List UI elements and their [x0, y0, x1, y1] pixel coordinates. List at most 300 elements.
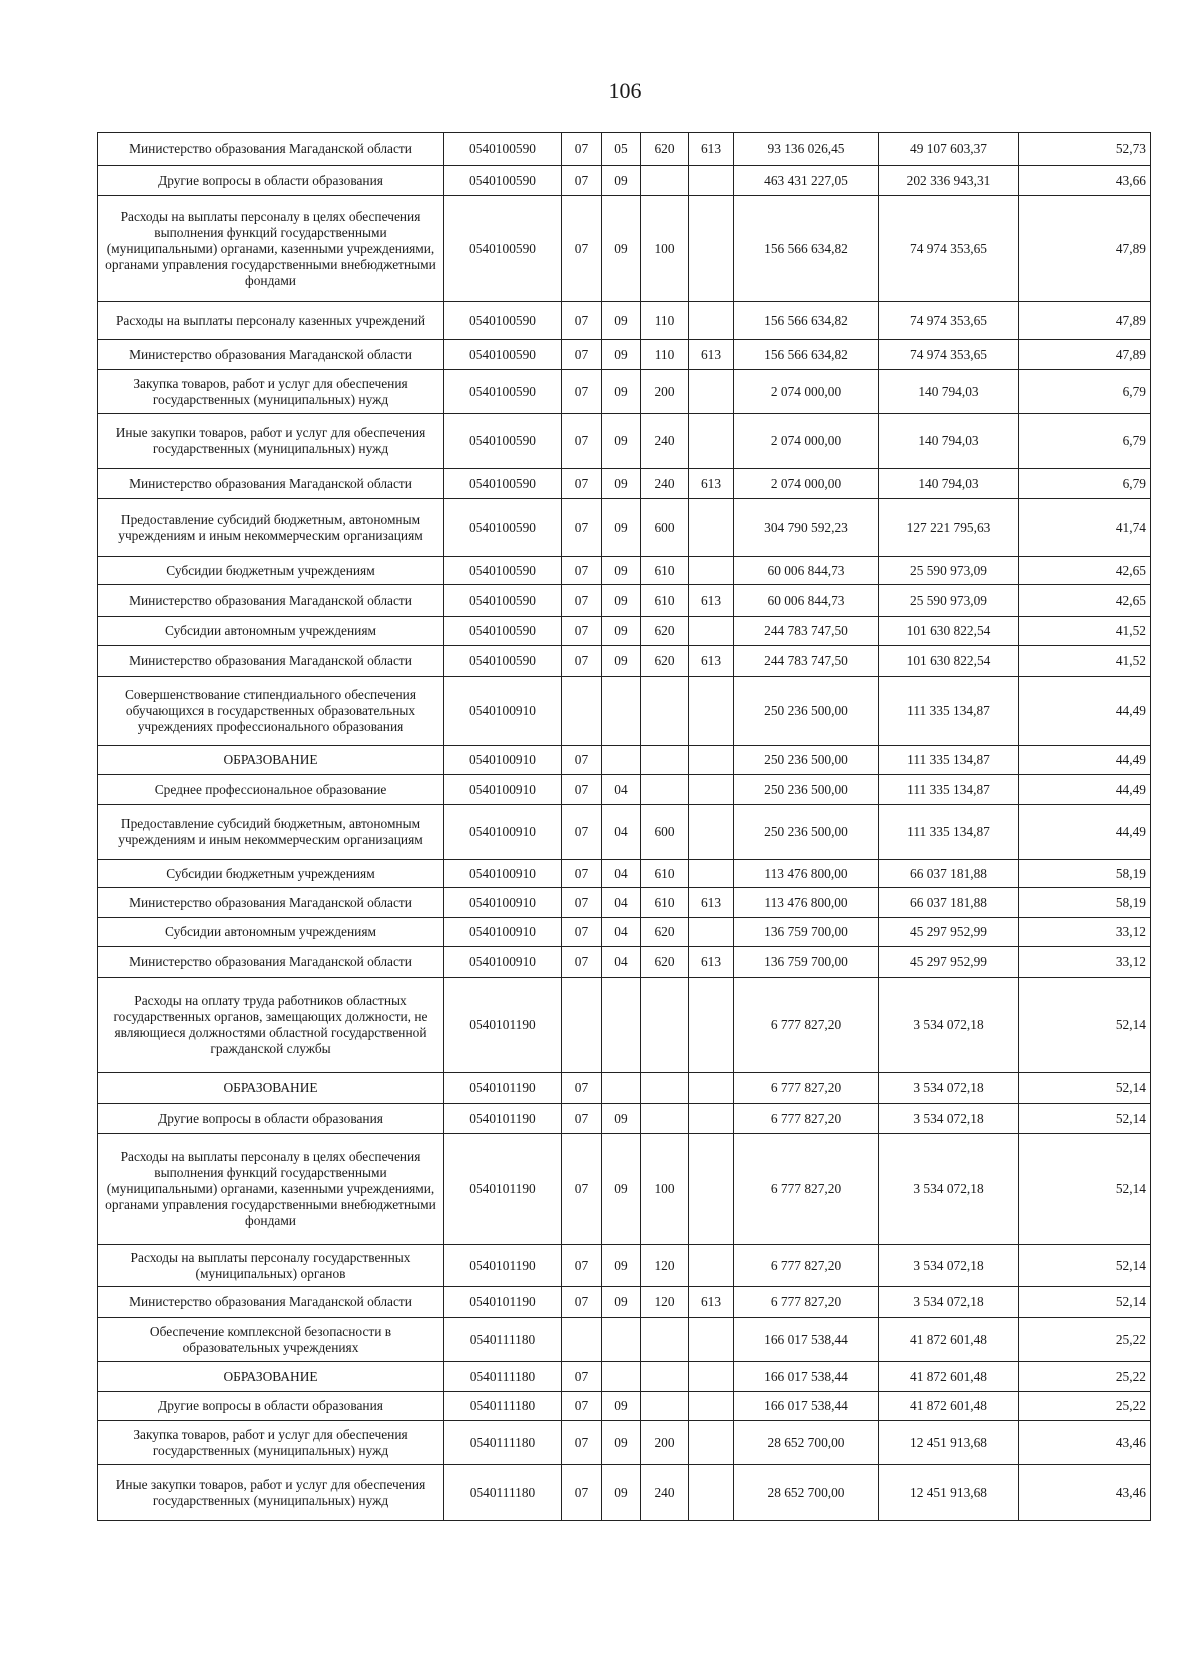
cell-expense-type: 620	[641, 646, 689, 677]
table-row	[98, 196, 1151, 302]
cell-expense-type: 110	[641, 302, 689, 340]
cell-expense-type: 200	[641, 1421, 689, 1465]
cell-code: 0540100910	[444, 805, 562, 860]
cell-percent: 52,14	[1019, 978, 1151, 1073]
cell-code: 0540100910	[444, 775, 562, 805]
cell-percent: 47,89	[1019, 196, 1151, 302]
cell-actual: 25 590 973,09	[879, 557, 1019, 585]
cell-actual: 127 221 795,63	[879, 499, 1019, 557]
cell-section: 07	[562, 414, 602, 469]
cell-section: 07	[562, 860, 602, 888]
cell-percent: 41,74	[1019, 499, 1151, 557]
cell-plan: 6 777 827,20	[734, 1104, 879, 1134]
cell-plan: 60 006 844,73	[734, 585, 879, 617]
table-row	[98, 302, 1151, 340]
cell-plan: 250 236 500,00	[734, 805, 879, 860]
cell-subsection	[602, 746, 641, 775]
cell-name: Расходы на выплаты персоналу государственных (муниципальных) органов	[98, 1245, 444, 1287]
cell-actual: 3 534 072,18	[879, 1134, 1019, 1245]
cell-section: 07	[562, 1287, 602, 1318]
cell-actual: 12 451 913,68	[879, 1465, 1019, 1521]
cell-expense-type: 240	[641, 1465, 689, 1521]
cell-section: 07	[562, 499, 602, 557]
table-row	[98, 947, 1151, 978]
cell-department: 613	[689, 947, 734, 978]
table-row	[98, 1392, 1151, 1421]
cell-plan: 28 652 700,00	[734, 1465, 879, 1521]
cell-name: Субсидии автономным учреждениям	[98, 918, 444, 947]
cell-department	[689, 746, 734, 775]
cell-name: ОБРАЗОВАНИЕ	[98, 746, 444, 775]
cell-department: 613	[689, 585, 734, 617]
cell-actual: 74 974 353,65	[879, 340, 1019, 370]
cell-percent: 44,49	[1019, 746, 1151, 775]
cell-section: 07	[562, 1465, 602, 1521]
cell-department	[689, 1421, 734, 1465]
cell-code: 0540100910	[444, 746, 562, 775]
cell-actual: 111 335 134,87	[879, 746, 1019, 775]
cell-code: 0540100590	[444, 166, 562, 196]
cell-name: ОБРАЗОВАНИЕ	[98, 1073, 444, 1104]
cell-actual: 45 297 952,99	[879, 947, 1019, 978]
cell-subsection: 09	[602, 370, 641, 414]
cell-expense-type: 100	[641, 196, 689, 302]
table-row	[98, 1134, 1151, 1245]
cell-code: 0540100590	[444, 557, 562, 585]
cell-percent: 6,79	[1019, 469, 1151, 499]
cell-department	[689, 1073, 734, 1104]
page-number: 106	[608, 78, 642, 103]
cell-percent: 52,14	[1019, 1287, 1151, 1318]
cell-code: 0540111180	[444, 1465, 562, 1521]
cell-code: 0540100590	[444, 340, 562, 370]
cell-code: 0540100590	[444, 133, 562, 166]
table-row	[98, 1362, 1151, 1392]
cell-section: 07	[562, 133, 602, 166]
cell-code: 0540101190	[444, 1073, 562, 1104]
cell-percent: 43,46	[1019, 1465, 1151, 1521]
cell-expense-type: 620	[641, 617, 689, 646]
cell-department: 613	[689, 469, 734, 499]
cell-subsection: 09	[602, 1392, 641, 1421]
cell-section: 07	[562, 340, 602, 370]
cell-department	[689, 978, 734, 1073]
table-row	[98, 1245, 1151, 1287]
cell-plan: 166 017 538,44	[734, 1392, 879, 1421]
table-row	[98, 1287, 1151, 1318]
cell-name: Обеспечение комплексной безопасности в образовательных учреждениях	[98, 1318, 444, 1362]
cell-expense-type	[641, 978, 689, 1073]
cell-department	[689, 805, 734, 860]
cell-name: Закупка товаров, работ и услуг для обеспечения государственных (муниципальных) нужд	[98, 370, 444, 414]
cell-expense-type: 610	[641, 585, 689, 617]
table-row	[98, 1421, 1151, 1465]
cell-subsection: 05	[602, 133, 641, 166]
cell-code: 0540111180	[444, 1421, 562, 1465]
cell-code: 0540100910	[444, 677, 562, 746]
table-row	[98, 1465, 1151, 1521]
table-row	[98, 469, 1151, 499]
cell-section: 07	[562, 617, 602, 646]
cell-expense-type	[641, 1318, 689, 1362]
cell-name: Другие вопросы в области образования	[98, 166, 444, 196]
cell-actual: 3 534 072,18	[879, 1287, 1019, 1318]
cell-subsection	[602, 1318, 641, 1362]
cell-department: 613	[689, 133, 734, 166]
cell-code: 0540100910	[444, 947, 562, 978]
cell-subsection: 09	[602, 469, 641, 499]
cell-code: 0540101190	[444, 1245, 562, 1287]
cell-code: 0540100590	[444, 585, 562, 617]
cell-actual: 3 534 072,18	[879, 1104, 1019, 1134]
cell-plan: 2 074 000,00	[734, 414, 879, 469]
cell-name: ОБРАЗОВАНИЕ	[98, 1362, 444, 1392]
cell-subsection: 09	[602, 340, 641, 370]
cell-name: Субсидии бюджетным учреждениям	[98, 557, 444, 585]
table-row	[98, 1318, 1151, 1362]
table-row	[98, 1104, 1151, 1134]
cell-subsection: 09	[602, 414, 641, 469]
cell-actual: 101 630 822,54	[879, 646, 1019, 677]
cell-subsection: 04	[602, 775, 641, 805]
table-row	[98, 646, 1151, 677]
cell-department: 613	[689, 1287, 734, 1318]
cell-department	[689, 1104, 734, 1134]
cell-percent: 58,19	[1019, 860, 1151, 888]
cell-code: 0540100590	[444, 646, 562, 677]
table-row	[98, 166, 1151, 196]
cell-percent: 52,14	[1019, 1073, 1151, 1104]
cell-percent: 44,49	[1019, 805, 1151, 860]
cell-code: 0540100590	[444, 469, 562, 499]
cell-section	[562, 677, 602, 746]
cell-expense-type: 620	[641, 947, 689, 978]
cell-actual: 101 630 822,54	[879, 617, 1019, 646]
cell-name: Министерство образования Магаданской области	[98, 133, 444, 166]
cell-expense-type: 610	[641, 860, 689, 888]
cell-expense-type: 600	[641, 805, 689, 860]
cell-percent: 58,19	[1019, 888, 1151, 918]
cell-plan: 166 017 538,44	[734, 1362, 879, 1392]
cell-plan: 6 777 827,20	[734, 1134, 879, 1245]
cell-subsection: 09	[602, 302, 641, 340]
cell-code: 0540101190	[444, 1287, 562, 1318]
cell-actual: 3 534 072,18	[879, 1245, 1019, 1287]
cell-subsection: 09	[602, 499, 641, 557]
table-row	[98, 775, 1151, 805]
cell-department	[689, 1392, 734, 1421]
cell-name: Министерство образования Магаданской области	[98, 1287, 444, 1318]
cell-subsection: 09	[602, 1287, 641, 1318]
cell-plan: 244 783 747,50	[734, 646, 879, 677]
cell-expense-type: 240	[641, 414, 689, 469]
cell-section: 07	[562, 302, 602, 340]
cell-plan: 304 790 592,23	[734, 499, 879, 557]
cell-subsection: 04	[602, 888, 641, 918]
cell-code: 0540100590	[444, 196, 562, 302]
cell-expense-type	[641, 677, 689, 746]
cell-department	[689, 166, 734, 196]
cell-code: 0540101190	[444, 1134, 562, 1245]
cell-subsection: 09	[602, 1465, 641, 1521]
cell-name: Министерство образования Магаданской области	[98, 646, 444, 677]
cell-plan: 113 476 800,00	[734, 860, 879, 888]
cell-section: 07	[562, 918, 602, 947]
cell-plan: 113 476 800,00	[734, 888, 879, 918]
cell-expense-type	[641, 746, 689, 775]
cell-subsection: 09	[602, 617, 641, 646]
cell-section: 07	[562, 775, 602, 805]
cell-section: 07	[562, 196, 602, 302]
cell-actual: 49 107 603,37	[879, 133, 1019, 166]
cell-department	[689, 414, 734, 469]
cell-section: 07	[562, 166, 602, 196]
table-row	[98, 499, 1151, 557]
cell-section	[562, 978, 602, 1073]
cell-subsection: 09	[602, 1104, 641, 1134]
cell-name: Министерство образования Магаданской области	[98, 888, 444, 918]
cell-name: Другие вопросы в области образования	[98, 1392, 444, 1421]
table-row	[98, 746, 1151, 775]
cell-percent: 44,49	[1019, 775, 1151, 805]
cell-code: 0540100590	[444, 617, 562, 646]
cell-department	[689, 677, 734, 746]
cell-name: Расходы на выплаты персоналу казенных учреждений	[98, 302, 444, 340]
cell-expense-type: 120	[641, 1287, 689, 1318]
cell-plan: 156 566 634,82	[734, 196, 879, 302]
table-row	[98, 1073, 1151, 1104]
cell-department	[689, 1134, 734, 1245]
cell-subsection: 09	[602, 557, 641, 585]
cell-percent: 6,79	[1019, 414, 1151, 469]
cell-department	[689, 196, 734, 302]
cell-plan: 6 777 827,20	[734, 978, 879, 1073]
cell-section: 07	[562, 585, 602, 617]
cell-actual: 25 590 973,09	[879, 585, 1019, 617]
cell-name: Среднее профессиональное образование	[98, 775, 444, 805]
cell-department: 613	[689, 646, 734, 677]
cell-section	[562, 1318, 602, 1362]
cell-subsection: 09	[602, 196, 641, 302]
budget-table	[97, 132, 1151, 1521]
cell-name: Совершенствование стипендиального обеспечения обучающихся в государственных образовательных учреждениях профессионального образования	[98, 677, 444, 746]
cell-percent: 25,22	[1019, 1362, 1151, 1392]
cell-percent: 33,12	[1019, 947, 1151, 978]
cell-expense-type: 610	[641, 888, 689, 918]
cell-department	[689, 617, 734, 646]
cell-percent: 6,79	[1019, 370, 1151, 414]
cell-plan: 136 759 700,00	[734, 947, 879, 978]
cell-actual: 74 974 353,65	[879, 302, 1019, 340]
cell-code: 0540100910	[444, 860, 562, 888]
cell-department	[689, 860, 734, 888]
cell-percent: 43,46	[1019, 1421, 1151, 1465]
cell-plan: 463 431 227,05	[734, 166, 879, 196]
cell-subsection	[602, 677, 641, 746]
cell-department	[689, 1362, 734, 1392]
cell-name: Другие вопросы в области образования	[98, 1104, 444, 1134]
cell-name: Министерство образования Магаданской области	[98, 947, 444, 978]
cell-name: Предоставление субсидий бюджетным, автономным учреждениям и иным некоммерческим организациям	[98, 499, 444, 557]
cell-actual: 74 974 353,65	[879, 196, 1019, 302]
cell-plan: 250 236 500,00	[734, 775, 879, 805]
cell-actual: 111 335 134,87	[879, 775, 1019, 805]
cell-percent: 33,12	[1019, 918, 1151, 947]
cell-subsection: 04	[602, 947, 641, 978]
cell-name: Иные закупки товаров, работ и услуг для обеспечения государственных (муниципальных) нужд	[98, 1465, 444, 1521]
cell-expense-type: 620	[641, 133, 689, 166]
cell-plan: 60 006 844,73	[734, 557, 879, 585]
cell-expense-type	[641, 166, 689, 196]
cell-percent: 25,22	[1019, 1392, 1151, 1421]
cell-code: 0540111180	[444, 1318, 562, 1362]
cell-actual: 45 297 952,99	[879, 918, 1019, 947]
cell-subsection: 09	[602, 1134, 641, 1245]
cell-name: Расходы на выплаты персоналу в целях обеспечения выполнения функций государственными (муниципальными) органами, казенными учреждениями, органами управления государственными внебюджетными фондами	[98, 1134, 444, 1245]
cell-expense-type	[641, 1104, 689, 1134]
cell-code: 0540111180	[444, 1392, 562, 1421]
cell-expense-type	[641, 1073, 689, 1104]
cell-subsection: 09	[602, 585, 641, 617]
cell-subsection: 04	[602, 860, 641, 888]
cell-name: Закупка товаров, работ и услуг для обеспечения государственных (муниципальных) нужд	[98, 1421, 444, 1465]
table-row	[98, 918, 1151, 947]
cell-plan: 156 566 634,82	[734, 340, 879, 370]
cell-name: Расходы на выплаты персоналу в целях обеспечения выполнения функций государственными (муниципальными) органами, казенными учреждениями, органами управления государственными внебюджетными фондами	[98, 196, 444, 302]
cell-name: Субсидии автономным учреждениям	[98, 617, 444, 646]
cell-percent: 43,66	[1019, 166, 1151, 196]
cell-subsection: 09	[602, 166, 641, 196]
table-row	[98, 617, 1151, 646]
cell-actual: 111 335 134,87	[879, 677, 1019, 746]
cell-plan: 6 777 827,20	[734, 1245, 879, 1287]
cell-percent: 41,52	[1019, 617, 1151, 646]
cell-expense-type	[641, 1392, 689, 1421]
cell-department: 613	[689, 888, 734, 918]
cell-actual: 202 336 943,31	[879, 166, 1019, 196]
cell-subsection: 04	[602, 918, 641, 947]
cell-code: 0540100590	[444, 302, 562, 340]
table-row	[98, 978, 1151, 1073]
cell-code: 0540111180	[444, 1362, 562, 1392]
cell-name: Министерство образования Магаданской области	[98, 585, 444, 617]
cell-name: Субсидии бюджетным учреждениям	[98, 860, 444, 888]
cell-percent: 44,49	[1019, 677, 1151, 746]
cell-code: 0540100590	[444, 499, 562, 557]
cell-expense-type: 620	[641, 918, 689, 947]
cell-subsection: 09	[602, 1421, 641, 1465]
cell-section: 07	[562, 1104, 602, 1134]
cell-section: 07	[562, 1134, 602, 1245]
cell-section: 07	[562, 557, 602, 585]
cell-percent: 25,22	[1019, 1318, 1151, 1362]
cell-plan: 2 074 000,00	[734, 370, 879, 414]
cell-percent: 52,14	[1019, 1134, 1151, 1245]
cell-department	[689, 499, 734, 557]
cell-percent: 42,65	[1019, 557, 1151, 585]
cell-actual: 140 794,03	[879, 414, 1019, 469]
cell-department	[689, 1465, 734, 1521]
cell-department	[689, 1245, 734, 1287]
cell-expense-type	[641, 775, 689, 805]
cell-actual: 140 794,03	[879, 469, 1019, 499]
cell-section: 07	[562, 1421, 602, 1465]
cell-plan: 28 652 700,00	[734, 1421, 879, 1465]
cell-department	[689, 557, 734, 585]
cell-section: 07	[562, 370, 602, 414]
cell-code: 0540100910	[444, 918, 562, 947]
table-row	[98, 370, 1151, 414]
cell-expense-type: 600	[641, 499, 689, 557]
cell-plan: 136 759 700,00	[734, 918, 879, 947]
cell-department	[689, 775, 734, 805]
cell-section: 07	[562, 1362, 602, 1392]
cell-subsection	[602, 1073, 641, 1104]
cell-percent: 42,65	[1019, 585, 1151, 617]
table-row	[98, 133, 1151, 166]
cell-expense-type: 100	[641, 1134, 689, 1245]
cell-code: 0540101190	[444, 978, 562, 1073]
cell-subsection: 09	[602, 1245, 641, 1287]
cell-subsection: 09	[602, 646, 641, 677]
cell-plan: 2 074 000,00	[734, 469, 879, 499]
cell-code: 0540100590	[444, 370, 562, 414]
cell-expense-type: 120	[641, 1245, 689, 1287]
cell-plan: 250 236 500,00	[734, 677, 879, 746]
cell-plan: 166 017 538,44	[734, 1318, 879, 1362]
cell-section: 07	[562, 746, 602, 775]
table-row	[98, 557, 1151, 585]
cell-expense-type	[641, 1362, 689, 1392]
cell-percent: 52,14	[1019, 1245, 1151, 1287]
cell-section: 07	[562, 947, 602, 978]
cell-name: Предоставление субсидий бюджетным, автономным учреждениям и иным некоммерческим организациям	[98, 805, 444, 860]
cell-actual: 12 451 913,68	[879, 1421, 1019, 1465]
table-row	[98, 888, 1151, 918]
cell-department	[689, 1318, 734, 1362]
cell-plan: 93 136 026,45	[734, 133, 879, 166]
cell-plan: 250 236 500,00	[734, 746, 879, 775]
table-row	[98, 677, 1151, 746]
cell-subsection	[602, 978, 641, 1073]
cell-percent: 52,73	[1019, 133, 1151, 166]
cell-department	[689, 918, 734, 947]
cell-department	[689, 302, 734, 340]
cell-percent: 41,52	[1019, 646, 1151, 677]
cell-percent: 47,89	[1019, 340, 1151, 370]
cell-subsection	[602, 1362, 641, 1392]
cell-section: 07	[562, 646, 602, 677]
cell-actual: 66 037 181,88	[879, 860, 1019, 888]
cell-percent: 52,14	[1019, 1104, 1151, 1134]
cell-actual: 3 534 072,18	[879, 1073, 1019, 1104]
table-row	[98, 340, 1151, 370]
table-row	[98, 860, 1151, 888]
cell-section: 07	[562, 469, 602, 499]
cell-actual: 66 037 181,88	[879, 888, 1019, 918]
cell-section: 07	[562, 1245, 602, 1287]
cell-section: 07	[562, 1392, 602, 1421]
cell-actual: 111 335 134,87	[879, 805, 1019, 860]
table-body	[98, 133, 1151, 1521]
cell-code: 0540101190	[444, 1104, 562, 1134]
cell-actual: 41 872 601,48	[879, 1392, 1019, 1421]
cell-name: Министерство образования Магаданской области	[98, 469, 444, 499]
cell-actual: 3 534 072,18	[879, 978, 1019, 1073]
cell-percent: 47,89	[1019, 302, 1151, 340]
cell-name: Министерство образования Магаданской области	[98, 340, 444, 370]
table-row	[98, 805, 1151, 860]
